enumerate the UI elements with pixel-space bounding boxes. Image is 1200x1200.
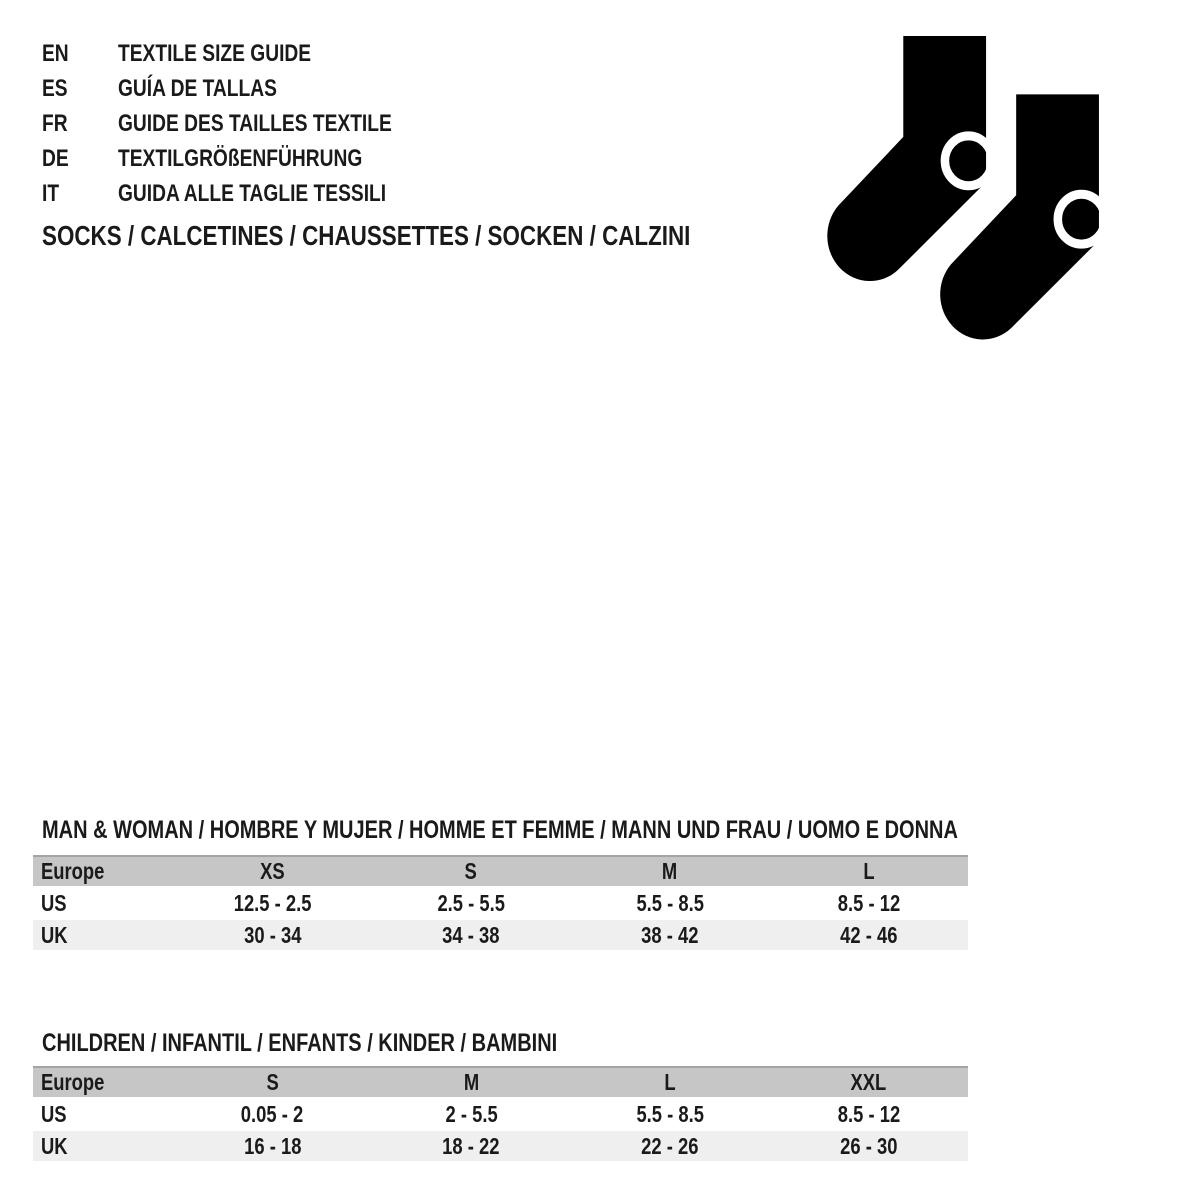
row-label: UK	[41, 921, 68, 948]
size-cell: 38 - 42	[641, 921, 699, 948]
size-cell: 18 - 22	[442, 1132, 500, 1159]
table-title-children	[42, 1029, 686, 1058]
language-label: GUÍA DE TALLAS	[118, 74, 277, 102]
column-header-size: L	[664, 1069, 676, 1095]
size-cell: 12.5 - 2.5	[233, 889, 312, 916]
size-cell: 8.5 - 12	[837, 1100, 900, 1127]
size-cell: 16 - 18	[243, 1132, 302, 1159]
size-cell: 22 - 26	[641, 1132, 699, 1159]
language-label: GUIDA ALLE TAGLIE TESSILI	[118, 179, 387, 207]
column-header-size: XS	[260, 858, 285, 884]
product-category-line	[42, 220, 853, 252]
row-label: US	[41, 889, 67, 916]
product-category-text: SOCKS / CALCETINES / CHAUSSETTES / SOCKEN / CALZINI	[42, 220, 691, 251]
language-label: GUIDE DES TAILLES TEXTILE	[118, 109, 392, 137]
language-label: TEXTILGRÖßENFÜHRUNG	[118, 144, 363, 172]
table-row-us	[33, 1099, 968, 1129]
size-table-children	[33, 1066, 968, 1163]
size-cell: 5.5 - 8.5	[636, 889, 704, 916]
language-code: ES	[42, 74, 68, 102]
size-cell: 30 - 34	[243, 921, 302, 948]
language-row-it	[42, 176, 460, 211]
column-header-size: S	[464, 858, 478, 884]
size-cell: 2 - 5.5	[445, 1100, 498, 1127]
table-title-adult-text: MAN & WOMAN / HOMBRE Y MUJER / HOMME ET FEMME / MANN UND FRAU / UOMO E DONNA	[42, 816, 958, 844]
column-header-size: M	[662, 858, 678, 884]
table-row-us	[33, 888, 968, 918]
size-cell: 0.05 - 2	[241, 1100, 304, 1127]
socks-icon-svg	[818, 36, 1114, 344]
language-row-en	[42, 36, 460, 71]
column-header-size: XXL	[850, 1069, 887, 1095]
language-row-de	[42, 141, 460, 176]
column-header-europe: Europe	[41, 1069, 105, 1095]
language-code: EN	[42, 39, 69, 67]
size-cell: 8.5 - 12	[837, 889, 900, 916]
column-header-size: L	[863, 858, 875, 884]
size-cell: 34 - 38	[442, 921, 500, 948]
table-title-children-text: CHILDREN / INFANTIL / ENFANTS / KINDER / BAMBINI	[42, 1029, 558, 1057]
size-cell: 5.5 - 8.5	[636, 1100, 704, 1127]
table-header-row	[33, 1066, 968, 1097]
size-cell: 42 - 46	[839, 921, 898, 948]
size-table-adult	[33, 855, 968, 952]
socks-icon	[818, 36, 1114, 344]
language-code: DE	[42, 144, 69, 172]
row-label: US	[41, 1100, 67, 1127]
table-row-uk	[33, 1131, 968, 1161]
column-header-size: S	[266, 1069, 279, 1095]
language-code: IT	[42, 179, 60, 207]
table-header-row	[33, 855, 968, 886]
table-row-uk	[33, 920, 968, 950]
language-row-fr	[42, 106, 460, 141]
row-label: UK	[41, 1132, 68, 1159]
language-label: TEXTILE SIZE GUIDE	[118, 39, 312, 67]
language-row-es	[42, 71, 460, 106]
size-cell: 2.5 - 5.5	[437, 889, 505, 916]
column-header-size: M	[463, 1069, 479, 1095]
size-cell: 26 - 30	[839, 1132, 898, 1159]
table-title-adult	[42, 816, 1187, 845]
sock-left	[827, 36, 992, 281]
column-header-europe: Europe	[41, 858, 105, 884]
language-legend	[42, 36, 460, 211]
language-code: FR	[42, 109, 68, 137]
